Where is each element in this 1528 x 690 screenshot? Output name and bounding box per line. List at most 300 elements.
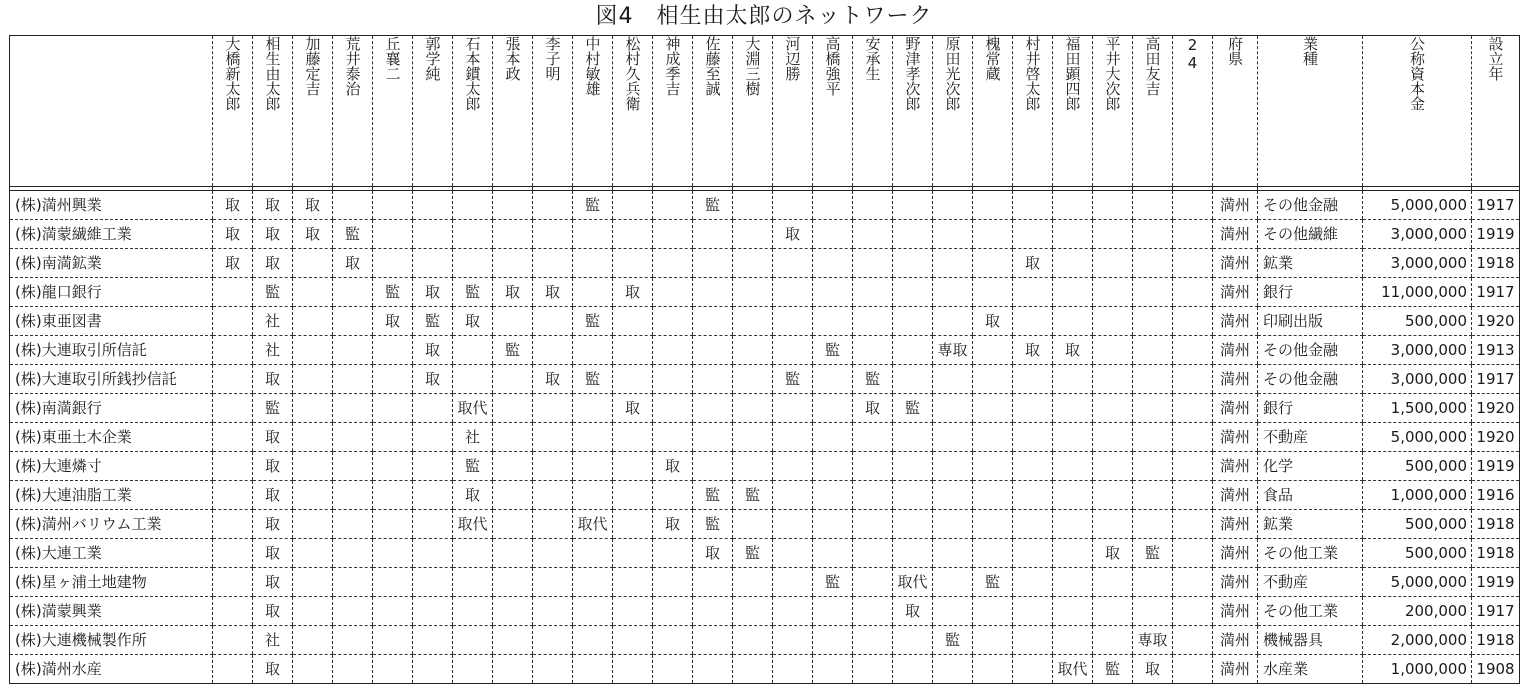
role-cell [853,597,893,626]
capital-cell: 500,000 [1363,510,1472,539]
role-cell: 取 [973,307,1013,336]
role-cell [293,278,333,307]
role-cell: 取 [853,394,893,423]
role-cell [533,539,573,568]
table-row [10,191,1520,220]
person-column-header [373,36,413,187]
role-cell [293,249,333,278]
role-cell [733,452,773,481]
role-cell [893,220,933,249]
role-cell [213,394,253,423]
person-column-header [693,36,733,187]
company-name-cell: (株)大連燐寸 [10,452,213,481]
year-cell: 1918 [1472,626,1520,655]
role-cell [533,510,573,539]
role-cell [293,510,333,539]
role-cell [933,568,973,597]
role-cell [1013,626,1053,655]
role-cell [1093,510,1133,539]
role-cell [933,307,973,336]
role-cell [973,220,1013,249]
role-cell [853,452,893,481]
role-cell [653,626,693,655]
role-cell [373,249,413,278]
year-cell: 1917 [1472,365,1520,394]
role-cell [773,481,813,510]
role-cell [333,336,373,365]
role-cell [613,249,653,278]
capital-cell: 3,000,000 [1363,365,1472,394]
industry-cell: 水産業 [1258,655,1363,684]
role-cell: 監 [893,394,933,423]
role-cell [573,655,613,684]
info-column-label: 府県 [1226,36,1244,66]
role-cell [1173,191,1213,220]
year-cell: 1920 [1472,423,1520,452]
role-cell [333,626,373,655]
role-cell: 取 [773,220,813,249]
role-cell [333,452,373,481]
role-cell [653,597,693,626]
role-cell [373,191,413,220]
person-column-header [733,36,773,187]
role-cell [693,626,733,655]
role-cell: 専取 [933,336,973,365]
role-cell: 監 [373,278,413,307]
table-row [10,365,1520,394]
role-cell [493,394,533,423]
role-cell: 取 [293,191,333,220]
role-cell [213,539,253,568]
table-row [10,249,1520,278]
role-cell [773,307,813,336]
person-name: 野津孝次郎 [903,36,922,111]
role-cell: 監 [493,336,533,365]
role-cell [813,249,853,278]
capital-cell: 500,000 [1363,539,1472,568]
prefecture-cell: 満州 [1213,626,1258,655]
role-cell [1093,481,1133,510]
industry-cell: 鉱業 [1258,249,1363,278]
person-name: 張本政 [503,36,522,81]
capital-cell: 5,000,000 [1363,423,1472,452]
role-cell [1013,452,1053,481]
role-cell: 社 [253,307,293,336]
role-cell [973,191,1013,220]
role-cell [573,278,613,307]
role-cell [453,336,493,365]
person-name: 佐藤至誠 [703,36,722,96]
role-cell [413,423,453,452]
person-column-header [413,36,453,187]
role-cell: 取 [613,278,653,307]
prefecture-cell: 満州 [1213,452,1258,481]
role-cell [213,655,253,684]
role-cell [1053,191,1093,220]
role-cell [1093,307,1133,336]
industry-cell: 機械器具 [1258,626,1363,655]
role-cell [413,568,453,597]
role-cell [693,394,733,423]
person-column-header [533,36,573,187]
role-cell [933,394,973,423]
role-cell: 取 [253,365,293,394]
person-column-header [253,36,293,187]
role-cell [1173,481,1213,510]
role-cell: 監 [973,568,1013,597]
role-cell [893,336,933,365]
role-cell: 監 [693,191,733,220]
role-cell [853,220,893,249]
role-cell: 取 [253,249,293,278]
role-cell: 監 [693,510,733,539]
role-cell [533,568,573,597]
table-row [10,597,1520,626]
role-cell [733,307,773,336]
company-name-cell: (株)満州興業 [10,191,213,220]
role-cell [373,481,413,510]
role-cell [733,365,773,394]
role-cell: 取 [253,423,293,452]
role-cell [1053,539,1093,568]
role-cell: 監 [733,539,773,568]
role-cell: 監 [453,278,493,307]
role-cell [853,655,893,684]
role-cell [853,307,893,336]
role-cell [773,423,813,452]
role-cell [853,510,893,539]
role-cell [653,307,693,336]
role-cell [813,307,853,336]
role-cell [373,423,413,452]
role-cell [493,626,533,655]
role-cell [1173,452,1213,481]
role-cell [573,597,613,626]
prefecture-cell: 満州 [1213,423,1258,452]
info-column-header [1258,36,1363,187]
industry-cell: 銀行 [1258,394,1363,423]
capital-cell: 3,000,000 [1363,220,1472,249]
role-cell [1093,336,1133,365]
role-cell [733,249,773,278]
role-cell: 監 [853,365,893,394]
role-cell [533,481,573,510]
person-column-header [1093,36,1133,187]
role-cell [293,655,333,684]
role-cell [693,597,733,626]
role-cell [533,597,573,626]
role-cell [613,336,653,365]
year-cell: 1917 [1472,597,1520,626]
role-cell [373,568,413,597]
role-cell [653,394,693,423]
role-cell [653,655,693,684]
role-cell [333,481,373,510]
table-row [10,278,1520,307]
company-name-cell: (株)大連取引所信託 [10,336,213,365]
role-cell [533,626,573,655]
role-cell [773,191,813,220]
year-cell: 1919 [1472,452,1520,481]
industry-cell: その他金融 [1258,365,1363,394]
role-cell [493,220,533,249]
role-cell [493,510,533,539]
role-cell: 取 [253,539,293,568]
role-cell [973,394,1013,423]
table-row [10,336,1520,365]
person-column-header [973,36,1013,187]
role-cell [373,539,413,568]
role-cell [1133,307,1173,336]
role-cell [653,336,693,365]
role-cell [1093,191,1133,220]
industry-cell: その他金融 [1258,191,1363,220]
role-cell [333,568,373,597]
role-cell [1173,278,1213,307]
role-cell [493,307,533,336]
role-cell [653,423,693,452]
role-cell [773,597,813,626]
role-cell: 監 [573,191,613,220]
role-cell [573,626,613,655]
role-cell [1093,597,1133,626]
role-cell [1173,539,1213,568]
role-cell [693,278,733,307]
role-cell [1173,423,1213,452]
role-cell: 取 [333,249,373,278]
role-cell [893,249,933,278]
year-cell: 1918 [1472,249,1520,278]
role-cell [413,539,453,568]
role-cell [413,191,453,220]
role-cell [813,539,853,568]
year-cell: 1919 [1472,568,1520,597]
role-cell [853,191,893,220]
person-column-header [653,36,693,187]
table-row [10,394,1520,423]
person-column-header [213,36,253,187]
table-row [10,220,1520,249]
role-cell [973,655,1013,684]
role-cell [1053,307,1093,336]
role-cell [613,510,653,539]
prefecture-cell: 満州 [1213,539,1258,568]
role-cell [1013,568,1053,597]
role-cell [1013,365,1053,394]
role-cell: 取 [213,249,253,278]
role-cell [533,655,573,684]
role-cell [1133,423,1173,452]
role-cell [933,278,973,307]
role-cell [693,336,733,365]
role-cell [1093,394,1133,423]
role-cell [1053,365,1093,394]
role-cell: 社 [253,336,293,365]
role-cell [333,307,373,336]
capital-cell: 3,000,000 [1363,249,1472,278]
role-cell [613,452,653,481]
role-cell [813,423,853,452]
person-name: 相生由太郎 [263,36,282,111]
role-cell [1173,568,1213,597]
role-cell [853,568,893,597]
role-cell: 取 [413,278,453,307]
role-cell: 監 [773,365,813,394]
role-cell [853,626,893,655]
role-cell [893,539,933,568]
role-cell [213,597,253,626]
company-name-cell: (株)東亜図書 [10,307,213,336]
role-cell [1093,365,1133,394]
role-cell [893,452,933,481]
prefecture-cell: 満州 [1213,655,1258,684]
company-name-cell: (株)南満銀行 [10,394,213,423]
role-cell [773,626,813,655]
role-cell [613,568,653,597]
role-cell [1053,249,1093,278]
role-cell: 専取 [1133,626,1173,655]
role-cell [1013,423,1053,452]
role-cell [533,452,573,481]
role-cell [573,568,613,597]
capital-cell: 5,000,000 [1363,568,1472,597]
role-cell [893,278,933,307]
person-column-header [773,36,813,187]
role-cell: 取代 [573,510,613,539]
role-cell: 監 [333,220,373,249]
person-name: 槐常蔵 [983,36,1002,81]
role-cell [733,510,773,539]
role-cell [813,655,853,684]
role-cell [693,655,733,684]
role-cell: 監 [813,336,853,365]
role-cell [213,626,253,655]
role-cell [1173,597,1213,626]
role-cell [213,365,253,394]
role-cell: 監 [573,365,613,394]
role-cell [693,365,733,394]
table-row [10,307,1520,336]
role-cell: 取 [653,452,693,481]
role-cell [1133,365,1173,394]
role-cell [453,626,493,655]
role-cell: 監 [693,481,733,510]
capital-cell: 1,000,000 [1363,481,1472,510]
industry-cell: その他工業 [1258,539,1363,568]
table-row [10,568,1520,597]
role-cell [453,539,493,568]
role-cell [613,365,653,394]
role-cell: 取 [413,365,453,394]
table-row [10,481,1520,510]
role-cell [413,597,453,626]
role-cell [853,539,893,568]
role-cell [733,626,773,655]
role-cell [933,365,973,394]
role-cell [373,394,413,423]
role-cell: 取 [253,510,293,539]
role-cell [733,423,773,452]
role-cell [813,510,853,539]
role-cell [973,336,1013,365]
role-cell [293,336,333,365]
role-cell [973,481,1013,510]
role-cell [613,626,653,655]
role-cell [413,655,453,684]
role-cell: 取 [493,278,533,307]
info-column-header [1213,36,1258,187]
role-cell [333,655,373,684]
figure-title: 図4 相生由太郎のネットワーク [595,4,933,29]
person-column-header [1173,36,1213,187]
role-cell [973,539,1013,568]
industry-cell: 食品 [1258,481,1363,510]
year-cell: 1918 [1472,539,1520,568]
role-cell [613,539,653,568]
role-cell [1173,220,1213,249]
role-cell [293,626,333,655]
person-name: 原田光次郎 [943,36,962,111]
role-cell [1093,249,1133,278]
role-cell: 取 [453,307,493,336]
role-cell [893,626,933,655]
role-cell [813,452,853,481]
role-cell: 監 [573,307,613,336]
role-cell [1093,452,1133,481]
role-cell [933,220,973,249]
role-cell [1053,568,1093,597]
prefecture-cell: 満州 [1213,510,1258,539]
person-name: 河辺勝 [783,36,802,81]
role-cell: 取代 [453,510,493,539]
role-cell [933,481,973,510]
role-cell [1133,597,1173,626]
person-column-header [893,36,933,187]
year-cell: 1913 [1472,336,1520,365]
role-cell [973,626,1013,655]
role-cell [1093,568,1133,597]
person-name: 高田友吉 [1143,36,1162,96]
role-cell [933,452,973,481]
role-cell: 監 [733,481,773,510]
role-cell [573,394,613,423]
role-cell [493,481,533,510]
role-cell [293,568,333,597]
role-cell [293,481,333,510]
role-cell: 取 [533,365,573,394]
company-name-cell: (株)大連機械製作所 [10,626,213,655]
person-column-header [613,36,653,187]
role-cell [733,336,773,365]
role-cell: 取 [373,307,413,336]
header-row [10,36,1520,187]
person-name: 中村敏雄 [583,36,602,96]
role-cell: 取代 [1053,655,1093,684]
role-cell [1053,452,1093,481]
role-cell [813,626,853,655]
role-cell [1013,481,1053,510]
industry-cell: 不動産 [1258,568,1363,597]
role-cell [413,510,453,539]
role-cell [693,220,733,249]
prefecture-cell: 満州 [1213,597,1258,626]
role-cell: 取 [253,568,293,597]
role-cell [813,365,853,394]
table-row [10,539,1520,568]
role-cell [733,568,773,597]
role-cell: 取 [453,481,493,510]
role-cell [933,597,973,626]
